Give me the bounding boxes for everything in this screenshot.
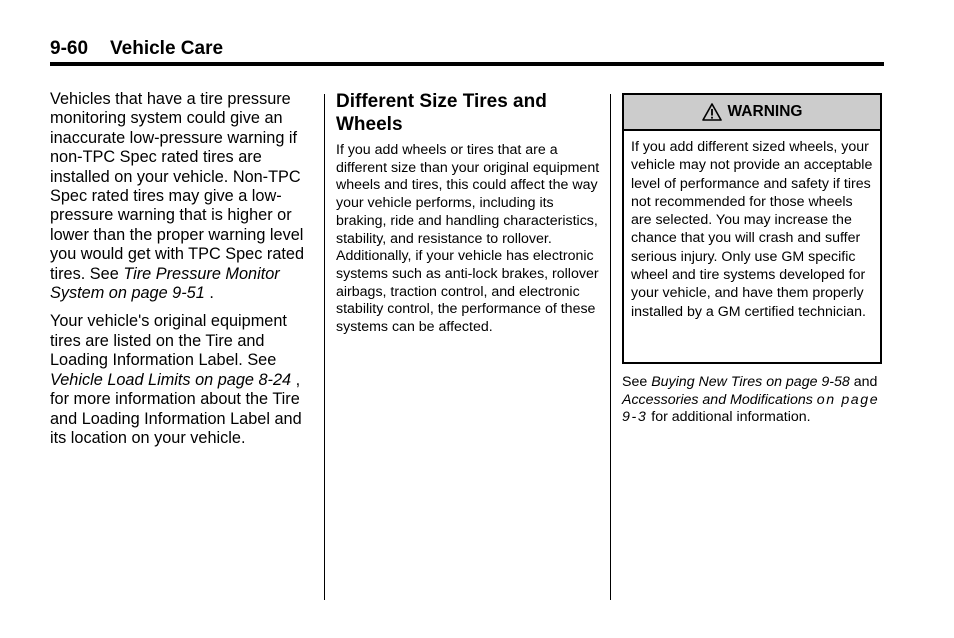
warning-header bbox=[624, 95, 880, 131]
link-vehicle-load-limits[interactable]: Vehicle Load Limits on page 8-24 bbox=[50, 370, 292, 389]
header-rule bbox=[50, 62, 884, 66]
column-divider bbox=[324, 94, 325, 600]
section-heading: Different Size Tires and Wheels bbox=[336, 91, 547, 135]
paragraph-tpms: Vehicles that have a tire pressure monitoring system could give an inaccurate low-pressure warning if non-TPC Spec rated tires are installed on your vehicle. Non-TPC Spec rated tires may give a low-pressure warning that is higher or lower than the proper warning level you would get with TPC Spec rated tires. See Tire Pressure Monitor System on page 9-51 . bbox=[50, 90, 305, 303]
page-header bbox=[50, 38, 223, 60]
link-accessories-modifications[interactable]: Accessories and Modifications on page 9-3 bbox=[622, 391, 880, 426]
warning-triangle-icon bbox=[702, 103, 722, 121]
warning-title: WARNING bbox=[727, 103, 803, 120]
section-title: Vehicle Care bbox=[110, 38, 224, 59]
page-number: 9-60 bbox=[50, 38, 89, 59]
right-column-note: See Buying New Tires on page 9-58 and Accessories and Modifications on page 9-3 for additional information. bbox=[622, 374, 880, 426]
paragraph-original-tires: Your vehicle's original equipment tires are listed on the Tire and Loading Information Label. See Vehicle Load Limits on page 8-24 , for more information about the Tire and Loading Information Label and its location on your vehicle. bbox=[50, 312, 302, 447]
column-divider bbox=[610, 94, 611, 600]
link-tire-pressure-monitor[interactable]: Tire Pressure Monitor System on page 9-51 bbox=[50, 264, 280, 303]
link-buying-new-tires[interactable]: Buying New Tires on page 9-58 bbox=[651, 374, 850, 390]
warning-body: If you add different sized wheels, your vehicle may not provide an acceptable level of performance and safety if tires not recommended for those wheels are selected. You may increase the chance that you will crash and suffer serious injury. Only use GM specific wheel and tire systems developed for your vehicle, and have them properly installed by a GM certified technician. bbox=[631, 139, 873, 320]
warning-box bbox=[622, 93, 882, 364]
middle-column bbox=[336, 90, 600, 337]
left-column bbox=[50, 90, 318, 457]
section-body: If you add wheels or tires that are a different size than your original equipment wheels and tires, this could affect the way your vehicle performs, including its braking, ride and handling characteristics, stability, and resistance to rollover. Additionally, if your vehicle has electronic systems such as anti-lock brakes, rollover airbags, traction control, and electronic stability control, the performance of these systems can be affected. bbox=[336, 142, 600, 336]
